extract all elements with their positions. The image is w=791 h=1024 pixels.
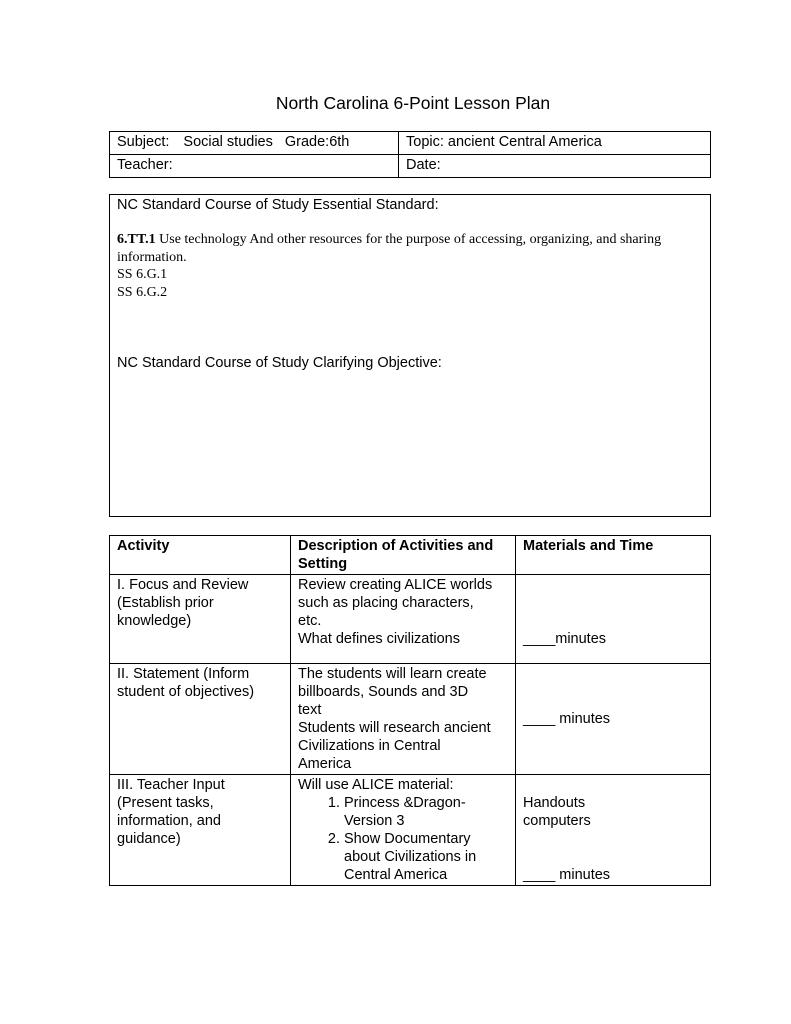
cell-line: (Present tasks, xyxy=(117,795,214,811)
material-item: Handouts xyxy=(523,795,586,811)
table-row xyxy=(110,575,711,664)
cell-line: The students will learn create xyxy=(298,666,487,682)
minutes-blank: ____ minutes xyxy=(523,867,611,883)
cell-line: What defines civilizations xyxy=(298,631,460,647)
standard-code: 6.TT.1 xyxy=(117,232,156,247)
activity-cell xyxy=(110,664,291,775)
list-item: 2. Show Documentary about Civilizations in Central America xyxy=(344,830,508,884)
description-cell xyxy=(291,664,516,775)
standards-box xyxy=(109,194,711,517)
materials-cell xyxy=(516,775,711,886)
standard-line: SS 6.G.2 xyxy=(117,284,168,300)
activity-cell xyxy=(110,575,291,664)
standard-line: SS 6.G.1 xyxy=(117,267,168,282)
column-header-activity: Activity xyxy=(110,536,291,575)
standard-text: Use technology And other resources for the purpose of accessing, organizing, and sharing information. xyxy=(117,232,662,265)
cell-line: III. Teacher Input xyxy=(117,777,225,793)
cell-line: billboards, Sounds and 3D xyxy=(298,684,469,700)
cell-line: such as placing characters, xyxy=(298,595,474,611)
cell-line: Review creating ALICE worlds xyxy=(298,577,493,593)
clarifying-objective-heading: NC Standard Course of Study Clarifying Objective: xyxy=(117,355,442,371)
essential-standard-body xyxy=(117,231,697,301)
grade: Grade:6th xyxy=(284,134,350,150)
essential-standard-heading: NC Standard Course of Study Essential Standard: xyxy=(117,197,439,213)
cell-line: guidance) xyxy=(117,831,181,847)
header-table xyxy=(109,131,711,178)
subject-value: Social studies xyxy=(183,134,273,150)
description-cell xyxy=(291,775,516,886)
standard-paragraph xyxy=(117,231,697,266)
cell-line: Will use ALICE material: xyxy=(298,777,454,793)
activity-table xyxy=(109,535,711,886)
list-item: 1. Princess &Dragon- Version 3 xyxy=(344,794,508,830)
materials-cell xyxy=(516,664,711,775)
minutes-blank: ____ minutes xyxy=(523,711,611,727)
cell-line: America xyxy=(298,756,352,772)
material-item: computers xyxy=(523,813,591,829)
table-row xyxy=(110,775,711,886)
table-row xyxy=(110,664,711,775)
materials-cell xyxy=(516,575,711,664)
cell-line: Civilizations in Central xyxy=(298,738,441,754)
column-header-materials: Materials and Time xyxy=(516,536,711,575)
subject-label: Subject: xyxy=(117,134,170,150)
date-cell: Date: xyxy=(399,155,711,178)
cell-line: information, and xyxy=(117,813,221,829)
cell-line: I. Focus and Review xyxy=(117,577,249,593)
page-title: North Carolina 6-Point Lesson Plan xyxy=(275,93,551,113)
activity-cell xyxy=(110,775,291,886)
cell-line: knowledge) xyxy=(117,613,192,629)
cell-line: (Establish prior xyxy=(117,595,214,611)
cell-line: etc. xyxy=(298,613,322,629)
cell-line: II. Statement (Inform xyxy=(117,666,250,682)
table-header-row xyxy=(110,536,711,575)
topic-cell: Topic: ancient Central America xyxy=(399,132,711,155)
cell-line: student of objectives) xyxy=(117,684,255,700)
minutes-blank: ____minutes xyxy=(523,631,607,647)
numbered-list xyxy=(298,794,508,884)
column-header-description: Description of Activities and Setting xyxy=(291,536,516,575)
cell-line: text xyxy=(298,702,322,718)
teacher-cell: Teacher: xyxy=(110,155,399,178)
subject-cell xyxy=(110,132,399,155)
cell-line: Students will research ancient xyxy=(298,720,491,736)
description-cell xyxy=(291,575,516,664)
